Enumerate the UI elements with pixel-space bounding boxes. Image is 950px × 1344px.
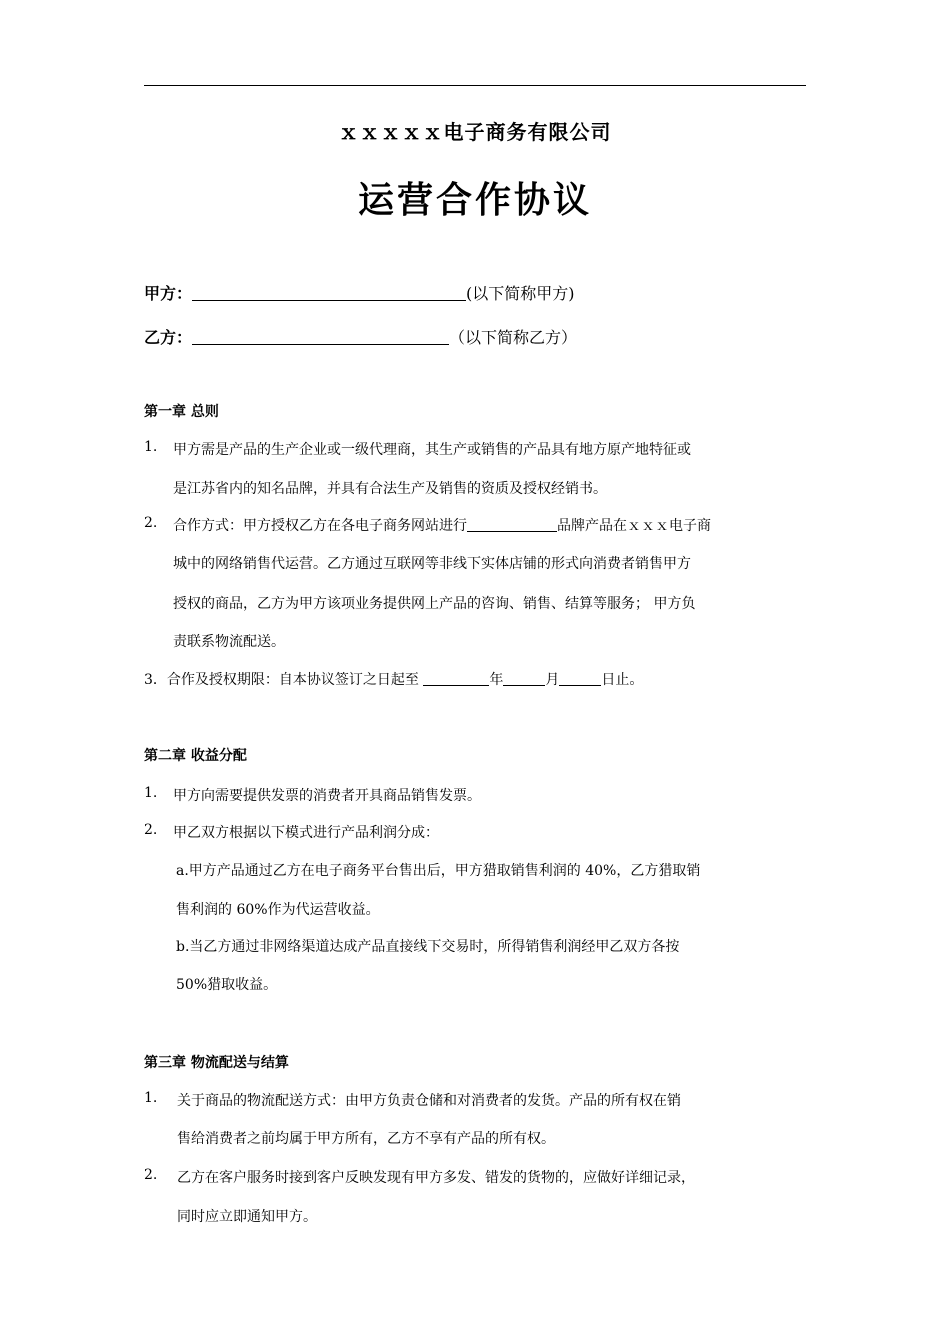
brand-blank <box>467 517 557 532</box>
day-blank <box>559 671 601 686</box>
ch2-sub-a-line-1: a.甲方产品通过乙方在电子商务平台售出后，甲方猎取销售利润的 40%，乙方猎取销 <box>176 863 701 879</box>
party-b-line <box>144 325 577 348</box>
ch1-item-2-line-3: 授权的商品，乙方为甲方该项业务提供网上产品的咨询、销售、结算等服务； 甲方负 <box>173 596 696 612</box>
month-blank <box>503 671 545 686</box>
party-a-suffix: (以下简称甲方) <box>466 284 575 303</box>
party-b-blank <box>192 328 449 345</box>
ch1-item-2-line-2: 城中的网络销售代运营。乙方通过互联网等非线下实体店铺的形式向消费者销售甲方 <box>173 556 691 572</box>
ch2-item-2-line-1: 甲乙双方根据以下模式进行产品利润分成： <box>173 825 439 841</box>
ch2-item-1-number: 1. <box>144 785 158 801</box>
ch1-item-3-text: 3．合作及授权期限：自本协议签订之日起至 <box>144 672 424 688</box>
ch1-item-2-line-1 <box>173 515 711 535</box>
day-label: 日止。 <box>601 672 644 688</box>
header-rule <box>144 85 806 86</box>
ch3-item-1-line-2: 售给消费者之前均属于甲方所有，乙方不享有产品的所有权。 <box>177 1131 555 1147</box>
party-a-label: 甲方： <box>144 284 193 303</box>
ch1-item-1-line-1: 甲方需是产品的生产企业或一级代理商，其生产或销售的产品具有地方原产地特征或 <box>173 442 691 458</box>
ch1-item-2-line-1-a: 合作方式：甲方授权乙方在各电子商务网站进行 <box>173 518 467 534</box>
ch3-item-1-line-1: 关于商品的物流配送方式：由甲方负责仓储和对消费者的发货。产品的所有权在销 <box>177 1093 681 1109</box>
company-name: ｘｘｘｘｘ电子商务有限公司 <box>338 120 612 144</box>
chapter-2-heading: 第二章 收益分配 <box>144 748 247 764</box>
chapter-3-heading: 第三章 物流配送与结算 <box>144 1055 289 1071</box>
ch1-item-2-number: 2. <box>144 515 158 531</box>
ch2-item-1-line-1: 甲方向需要提供发票的消费者开具商品销售发票。 <box>173 788 481 804</box>
month-label: 月 <box>545 672 560 688</box>
document-title: 运营合作协议 <box>357 180 592 221</box>
ch1-item-2-line-1-b: 品牌产品在ｘｘｘ电子商 <box>557 518 711 534</box>
ch1-item-1-line-2: 是江苏省内的知名品牌，并具有合法生产及销售的资质及授权经销书。 <box>173 481 607 497</box>
year-label: 年 <box>489 672 504 688</box>
party-b-label: 乙方： <box>144 328 193 347</box>
ch3-item-2-line-2: 同时应立即通知甲方。 <box>177 1209 317 1225</box>
chapter-1-heading: 第一章 总则 <box>144 404 219 420</box>
ch1-item-1-number: 1. <box>144 439 158 455</box>
ch2-sub-b-line-1: b.当乙方通过非网络渠道达成产品直接线下交易时，所得销售利润经甲乙双方各按 <box>176 939 680 955</box>
ch2-item-2-number: 2. <box>144 822 158 838</box>
ch1-item-2-line-4: 责联系物流配送。 <box>173 634 285 650</box>
ch3-item-2-line-1: 乙方在客户服务时接到客户反映发现有甲方多发、错发的货物的，应做好详细记录， <box>177 1170 695 1186</box>
ch1-item-3-line-1 <box>144 669 643 689</box>
party-a-blank <box>192 284 466 301</box>
year-blank <box>423 671 489 686</box>
ch2-sub-b-line-2: 50%猎取收益。 <box>176 977 278 993</box>
party-b-suffix: （以下简称乙方） <box>449 328 578 347</box>
party-a-line <box>144 281 575 304</box>
ch3-item-2-number: 2. <box>144 1167 158 1183</box>
ch2-sub-a-line-2: 售利润的 60%作为代运营收益。 <box>176 902 380 918</box>
ch3-item-1-number: 1. <box>144 1090 158 1106</box>
